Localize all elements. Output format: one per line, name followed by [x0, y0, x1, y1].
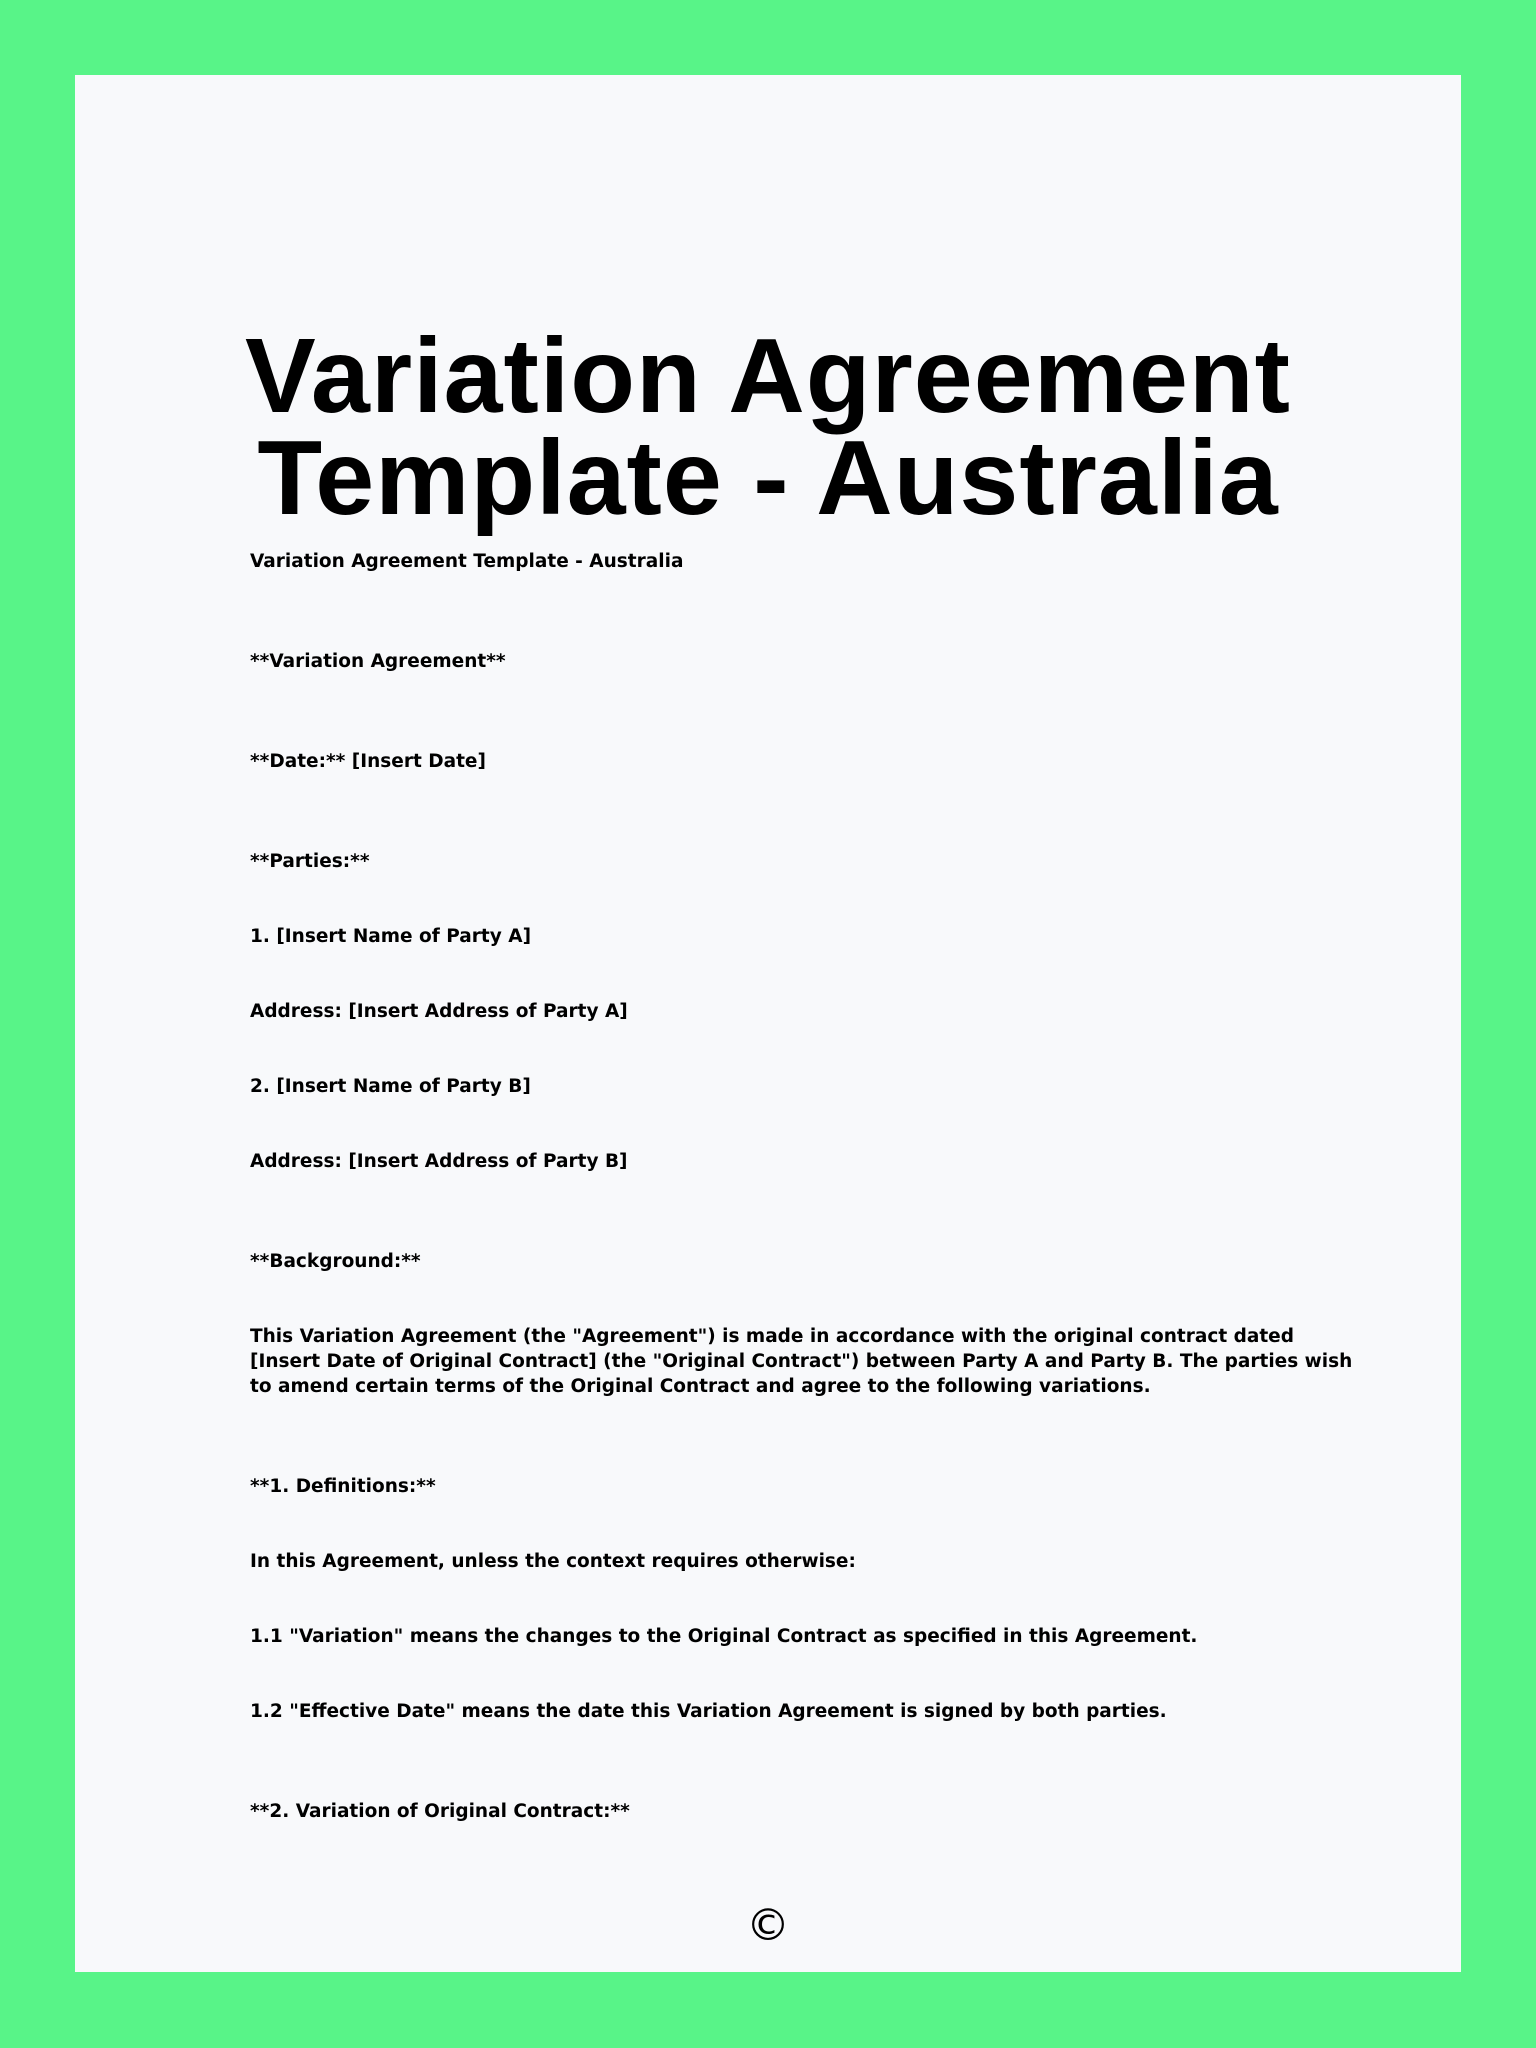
document-page: [75, 75, 1461, 1972]
background-heading: **Background:**: [250, 1251, 421, 1272]
subtitle-line: Variation Agreement Template - Australia: [250, 551, 684, 572]
date-line: **Date:** [Insert Date]: [250, 751, 486, 772]
title-line-2: Template - Australia: [257, 419, 1279, 537]
title-line-1: Variation Agreement: [245, 317, 1291, 435]
definition-1-1: 1.1 "Variation" means the changes to the Original Contract as specified in this Agreement.: [250, 1626, 1198, 1647]
party-b-address: Address: [Insert Address of Party B]: [250, 1151, 628, 1172]
variation-heading: **2. Variation of Original Contract:**: [250, 1801, 630, 1822]
definitions-intro: In this Agreement, unless the context requires otherwise:: [250, 1551, 856, 1572]
agreement-heading: **Variation Agreement**: [250, 651, 506, 672]
document-title: [75, 317, 1461, 537]
parties-heading: **Parties:**: [250, 851, 370, 872]
definition-1-2: 1.2 "Effective Date" means the date this Variation Agreement is signed by both parties.: [250, 1701, 1167, 1722]
party-a-name: 1. [Insert Name of Party A]: [250, 926, 532, 947]
background-paragraph: This Variation Agreement (the "Agreement") is made in accordance with the original contract dated [Insert Date of Original Contract] (the "Original Contract") between Party A and Party B. The parties wish to amend certain terms of the Original Contract and agree to the following variations.: [250, 1326, 1353, 1397]
definitions-heading: **1. Definitions:**: [250, 1476, 436, 1497]
party-a-address: Address: [Insert Address of Party A]: [250, 1001, 628, 1022]
party-b-name: 2. [Insert Name of Party B]: [250, 1076, 531, 1097]
copyright-icon: ©: [746, 1900, 790, 1951]
